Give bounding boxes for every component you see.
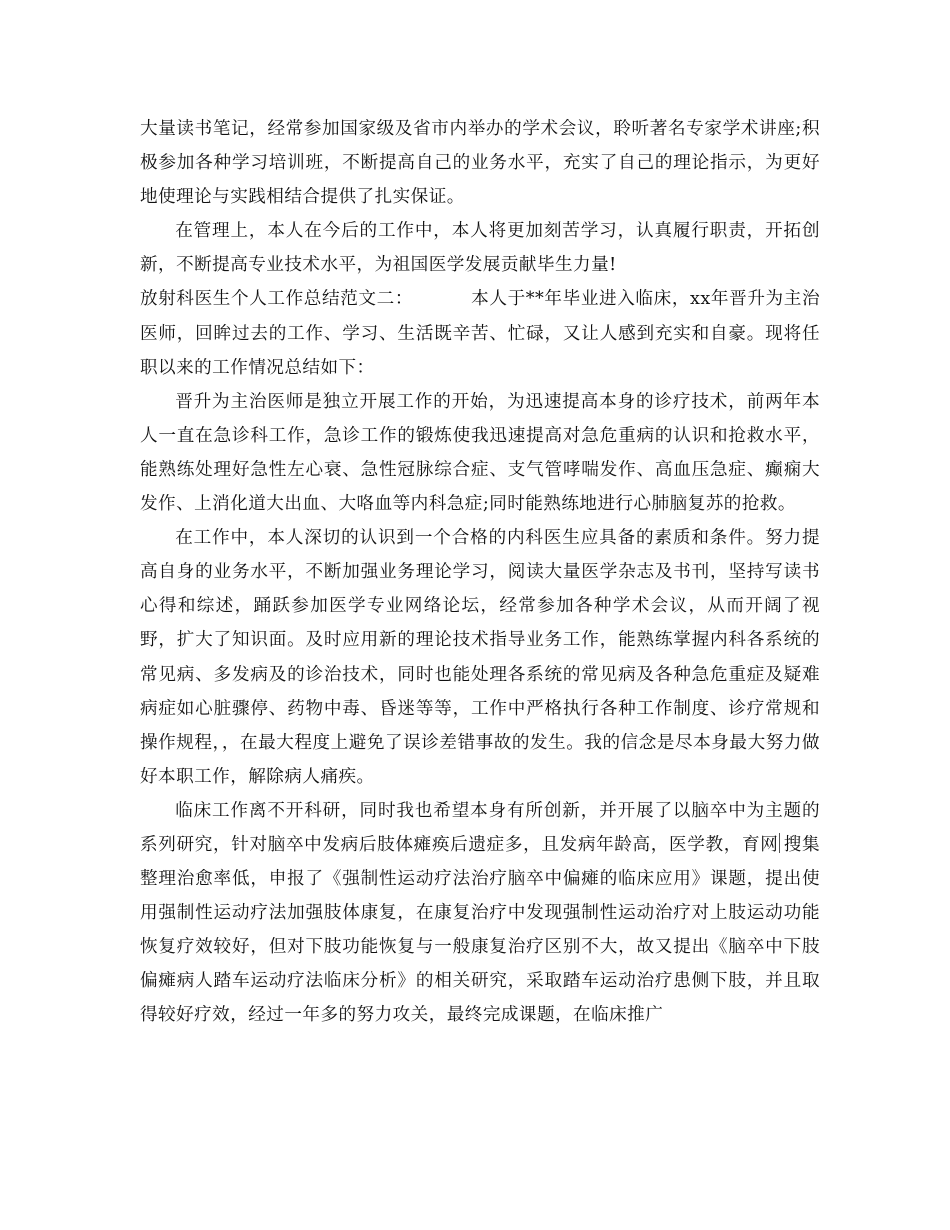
section-heading: 放射科医生个人工作总结范文二： bbox=[140, 289, 414, 310]
section-intro: 本人于**年毕业进入临床，xx年晋升为主治医师，回眸过去的工作、学习、生活既辛苦、忙碌，又让人感到充实和自豪。现将任职以来的工作情况总结如下： bbox=[140, 289, 820, 378]
research-text-start: 临床工作离不开科研，同时我也希望本身有所创新，并开展了以脑卒中为主题的系列研究，针对脑卒中发病后肢体瘫痪后遗症多，且发病年龄高，医学教，育网 bbox=[140, 800, 820, 855]
research-text-end: 搜集整理治愈率低，申报了《强制性运动疗法治疗脑卒中偏瘫的临床应用》课题，提出使用强制性运动疗法加强肢体康复，在康复治疗中发现强制性运动治疗对上肢运动功能恢复疗效较好，但对下肢功能恢复与一般康复治疗区别不大，故又提出《脑卒中下肢偏瘫病人踏车运动疗法临床分析》的相关研究，采取踏车运动治疗患侧下肢，并且取得较好疗效，经过一年多的努力攻关，最终完成课题，在临床推广 bbox=[140, 834, 820, 1026]
text-cursor-mark bbox=[779, 833, 780, 853]
paragraph-research bbox=[140, 794, 820, 1033]
paragraph-work-quality: 在工作中，本人深切的认识到一个合格的内科医生应具备的素质和条件。努力提高自身的业务水平，不断加强业务理论学习，阅读大量医学杂志及书刊，坚持写读书心得和综述，踊跃参加医学专业网络论坛，经常参加各种学术会议，从而开阔了视野，扩大了知识面。及时应用新的理论技术指导业务工作，能熟练掌握内科各系统的常见病、多发病及的诊治技术，同时也能处理各系统的常见病及各种急危重症及疑难病症如心脏骤停、药物中毒、昏迷等等，工作中严格执行各种工作制度、诊疗常规和操作规程，，在最大程度上避免了误诊差错事故的发生。我的信念是尽本身最大努力做好本职工作，解除病人痛疾。 bbox=[140, 528, 820, 787]
paragraph-management: 在管理上，本人在今后的工作中，本人将更加刻苦学习，认真履行职责，开拓创新，不断提高专业技术水平，为祖国医学发展贡献毕生力量! bbox=[140, 221, 820, 276]
document-body bbox=[140, 112, 820, 1033]
section-two bbox=[140, 282, 820, 384]
paragraph-study-notes: 大量读书笔记，经常参加国家级及省市内举办的学术会议，聆听著名专家学术讲座;积极参加各种学习培训班，不断提高自己的业务水平，充实了自己的理论指示，为更好地使理论与实践相结合提供了扎实保证。 bbox=[140, 119, 820, 208]
paragraph-promotion: 晋升为主治医师是独立开展工作的开始，为迅速提高本身的诊疗技术，前两年本人一直在急诊科工作，急诊工作的锻炼使我迅速提高对急危重病的认识和抢救水平，能熟练处理好急性左心衰、急性冠脉综合症、支气管哮喘发作、高血压急症、癫痫大发作、上消化道大出血、大咯血等内科急症;同时能熟练地进行心肺脑复苏的抢救。 bbox=[140, 391, 820, 515]
